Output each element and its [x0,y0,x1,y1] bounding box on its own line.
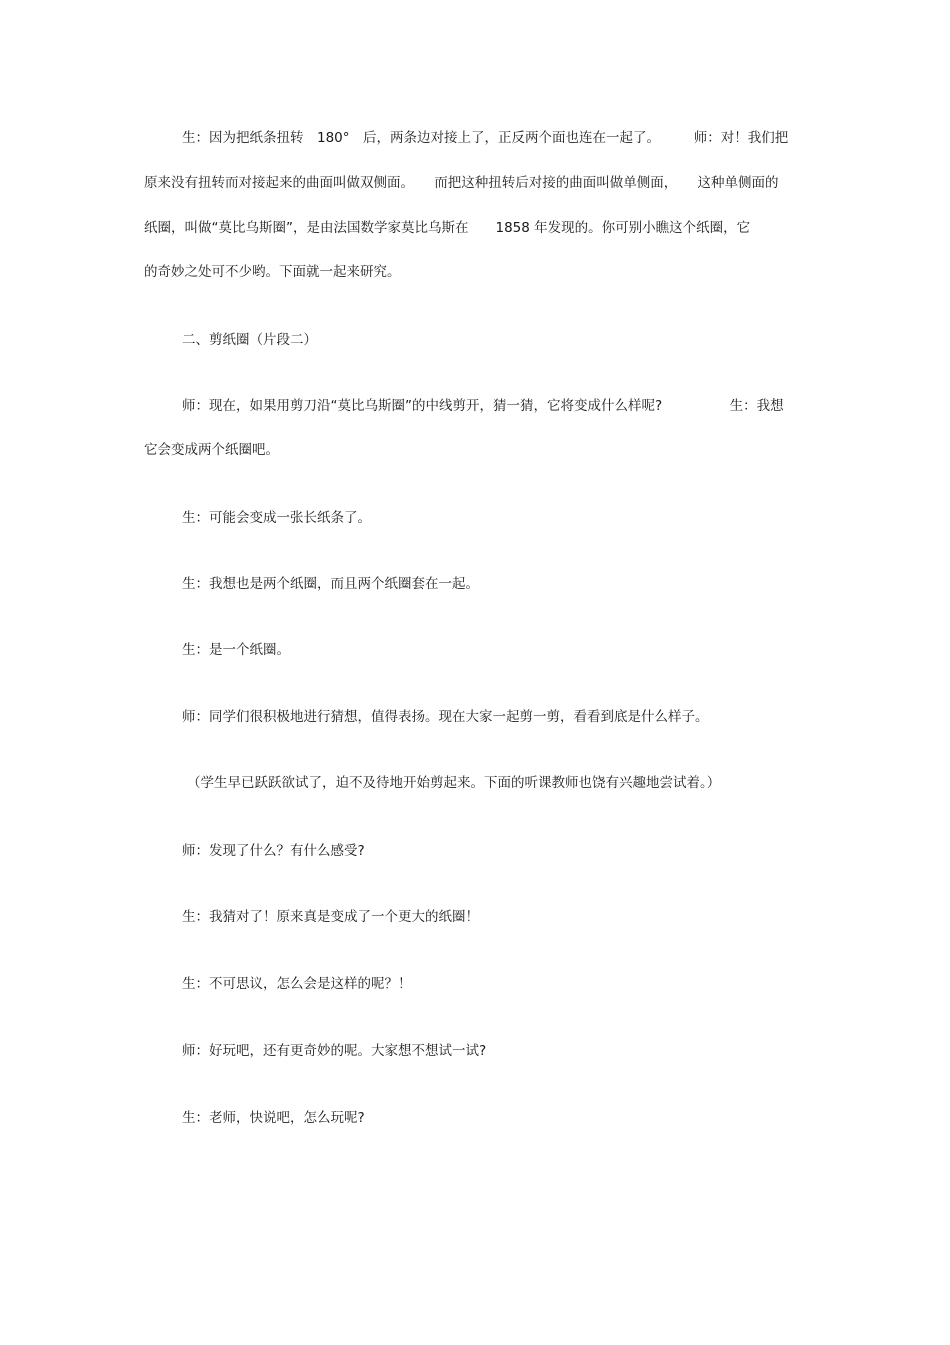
dialogue-line: 生：可能会变成一张长纸条了。 [182,510,371,526]
paragraph-2-line-1: 师：现在，如果用剪刀沿“莫比乌斯圈”的中线剪开，猜一猜，它将变成什么样呢? 生：我想 [182,398,784,414]
dialogue-line: 师：发现了什么？有什么感受? [182,843,365,859]
paragraph-1-line-4: 的奇妙之处可不少哟。下面就一起来研究。 [144,264,401,280]
dialogue-line: 师：同学们很积极地进行猜想，值得表扬。现在大家一起剪一剪，看看到底是什么样子。 [182,709,709,725]
dialogue-line: 生：是一个纸圈。 [182,642,290,658]
dialogue-line: 生：不可思议，怎么会是这样的呢？！ [182,976,412,992]
paragraph-1-line-1: 生：因为把纸条扭转 180° 后，两条边对接上了，正反两个面也连在一起了。 师：对！我们把 [182,130,789,146]
dialogue-line: 生：我想也是两个纸圈，而且两个纸圈套在一起。 [182,576,479,592]
paragraph-1-line-2: 原来没有扭转而对接起来的曲面叫做双侧面。 而把这种扭转后对接的曲面叫做单侧面， 这种单侧面的 [144,175,779,191]
dialogue-stage-note: （学生早已跃跃欲试了，迫不及待地开始剪起来。下面的听课教师也饶有兴趣地尝试着。） [187,775,721,791]
dialogue-line: 师：好玩吧，还有更奇妙的呢。大家想不想试一试? [182,1043,487,1059]
dialogue-line: 生：老师，快说吧，怎么玩呢? [182,1110,365,1126]
paragraph-2-line-2: 它会变成两个纸圈吧。 [144,442,279,458]
dialogue-line: 生：我猜对了！原来真是变成了一个更大的纸圈！ [182,909,479,925]
section-heading: 二、剪纸圈（片段二） [182,332,317,348]
paragraph-1-line-3: 纸圈，叫做“莫比乌斯圈”，是由法国数学家莫比乌斯在 1858 年发现的。你可别小瞧这个纸圈，它 [144,220,751,236]
